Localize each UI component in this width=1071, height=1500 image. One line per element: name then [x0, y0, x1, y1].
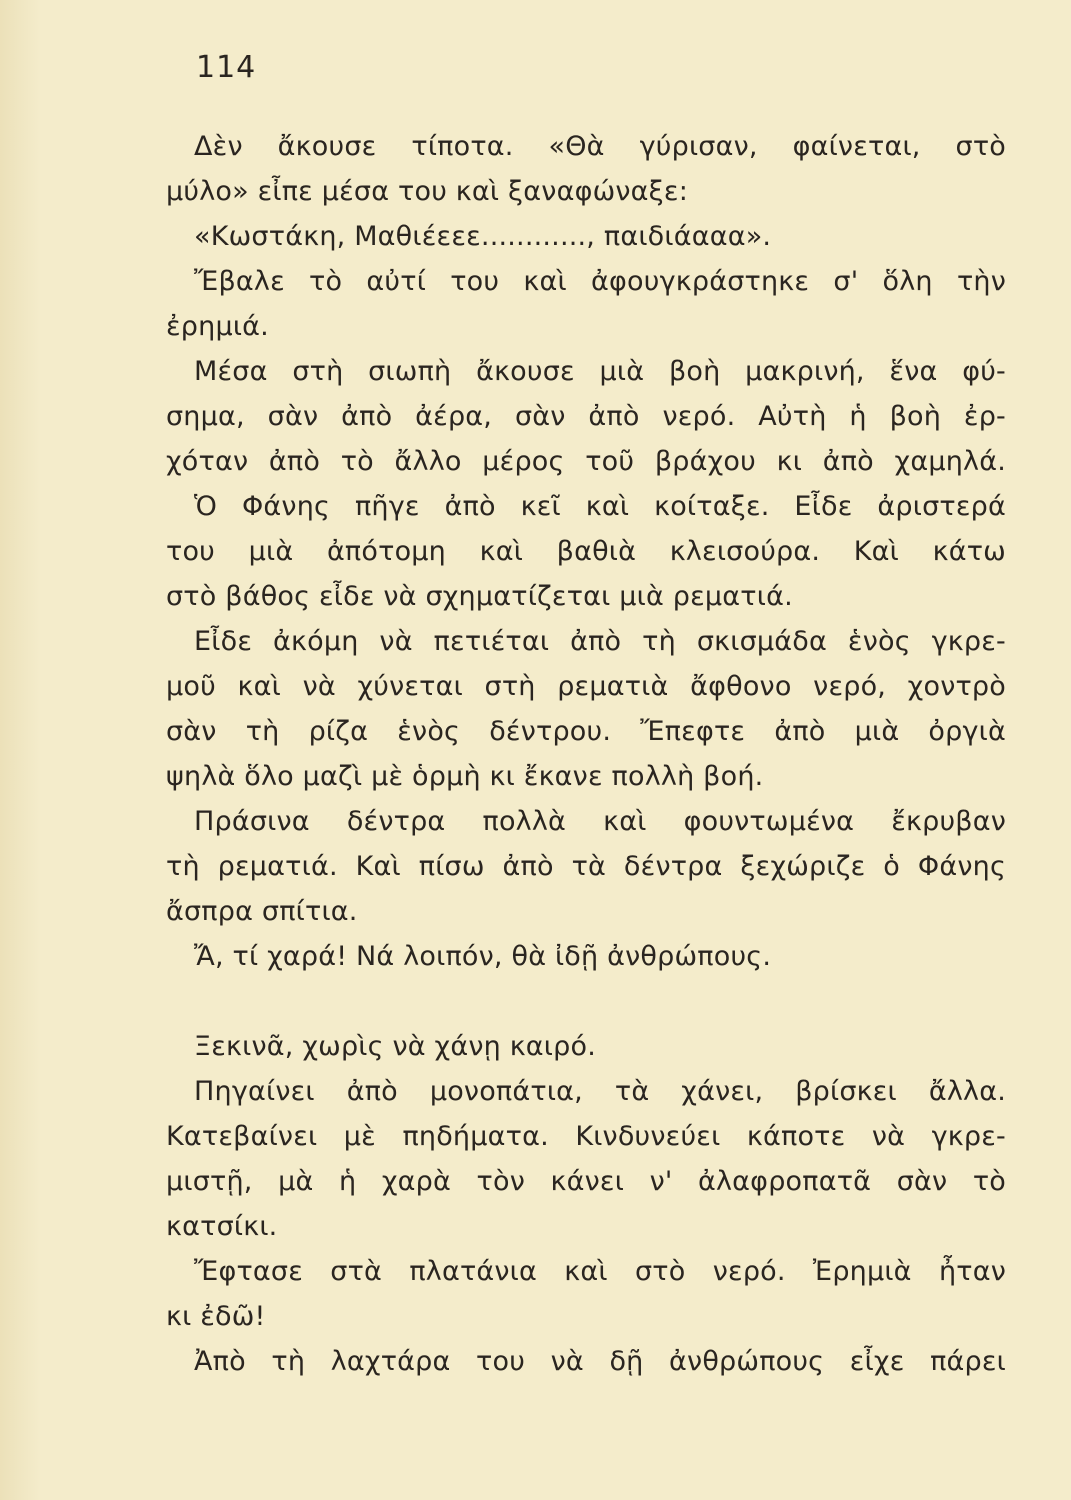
text-line: του μιὰ ἀπότομη καὶ βαθιὰ κλεισούρα. Καὶ κάτω [166, 536, 1006, 567]
text-line: «Κωστάκη, Μαθιέεεε............, παιδιάααα». [194, 221, 772, 252]
text-line: κι ἐδῶ! [166, 1301, 266, 1332]
page-number: 114 [196, 50, 257, 85]
text-line: Μέσα στὴ σιωπὴ ἄκουσε μιὰ βοὴ μακρινή, ἕνα φύ- [194, 356, 1006, 387]
text-line: Εἶδε ἀκόμη νὰ πετιέται ἀπὸ τὴ σκισμάδα ἑνὸς γκρε- [194, 626, 1006, 657]
text-line: Κατεβαίνει μὲ πηδήματα. Κινδυνεύει κάποτε νὰ γκρε- [166, 1121, 1006, 1152]
text-line: μιστῇ, μὰ ἡ χαρὰ τὸν κάνει ν' ἀλαφροπατᾶ σὰν τὸ [166, 1166, 1006, 1197]
text-line: Ὁ Φάνης πῆγε ἀπὸ κεῖ καὶ κοίταξε. Εἶδε ἀριστερά [194, 491, 1006, 522]
text-line: Πηγαίνει ἀπὸ μονοπάτια, τὰ χάνει, βρίσκει ἄλλα. [194, 1076, 1006, 1107]
text-line: μοῦ καὶ νὰ χύνεται στὴ ρεματιὰ ἄφθονο νερό, χοντρὸ [166, 671, 1006, 702]
text-line: σημα, σὰν ἀπὸ ἀέρα, σὰν ἀπὸ νερό. Αὐτὴ ἡ βοὴ ἐρ- [166, 401, 1006, 432]
text-line: Ξεκινᾶ, χωρὶς νὰ χάνῃ καιρό. [194, 1031, 596, 1062]
text-line: κατσίκι. [166, 1211, 278, 1242]
paragraph-gap [166, 979, 1006, 1024]
text-line: Ἀπὸ τὴ λαχτάρα του νὰ δῇ ἀνθρώπους εἶχε πάρει [194, 1346, 1006, 1377]
body-text [166, 124, 1006, 1384]
text-line: Πράσινα δέντρα πολλὰ καὶ φουντωμένα ἔκρυβαν [194, 806, 1006, 837]
text-line: Ἔβαλε τὸ αὐτί του καὶ ἀφουγκράστηκε σ' ὅλη τὴν [194, 266, 1006, 297]
text-line: σὰν τὴ ρίζα ἑνὸς δέντρου. Ἔπεφτε ἀπὸ μιὰ ὀργιὰ [166, 716, 1006, 747]
text-line: ἄσπρα σπίτια. [166, 896, 358, 927]
text-line: ψηλὰ ὅλο μαζὶ μὲ ὁρμὴ κι ἔκανε πολλὴ βοή. [166, 761, 764, 792]
text-line: τὴ ρεματιά. Καὶ πίσω ἀπὸ τὰ δέντρα ξεχώριζε ὁ Φάνης [166, 851, 1006, 882]
text-line: Δὲν ἄκουσε τίποτα. «Θὰ γύρισαν, φαίνεται, στὸ [194, 131, 1006, 162]
text-line: Ἄ, τί χαρά! Νά λοιπόν, θὰ ἰδῇ ἀνθρώπους. [194, 941, 772, 972]
text-line: ἐρημιά. [166, 311, 269, 342]
text-line: στὸ βάθος εἶδε νὰ σχηματίζεται μιὰ ρεματιά. [166, 581, 793, 612]
text-line: χόταν ἀπὸ τὸ ἄλλο μέρος τοῦ βράχου κι ἀπὸ χαμηλά. [166, 446, 1006, 477]
text-line: Ἔφτασε στὰ πλατάνια καὶ στὸ νερό. Ἐρημιὰ ἦταν [194, 1256, 1006, 1287]
text-line: μύλο» εἶπε μέσα του καὶ ξαναφώναξε: [166, 176, 689, 207]
